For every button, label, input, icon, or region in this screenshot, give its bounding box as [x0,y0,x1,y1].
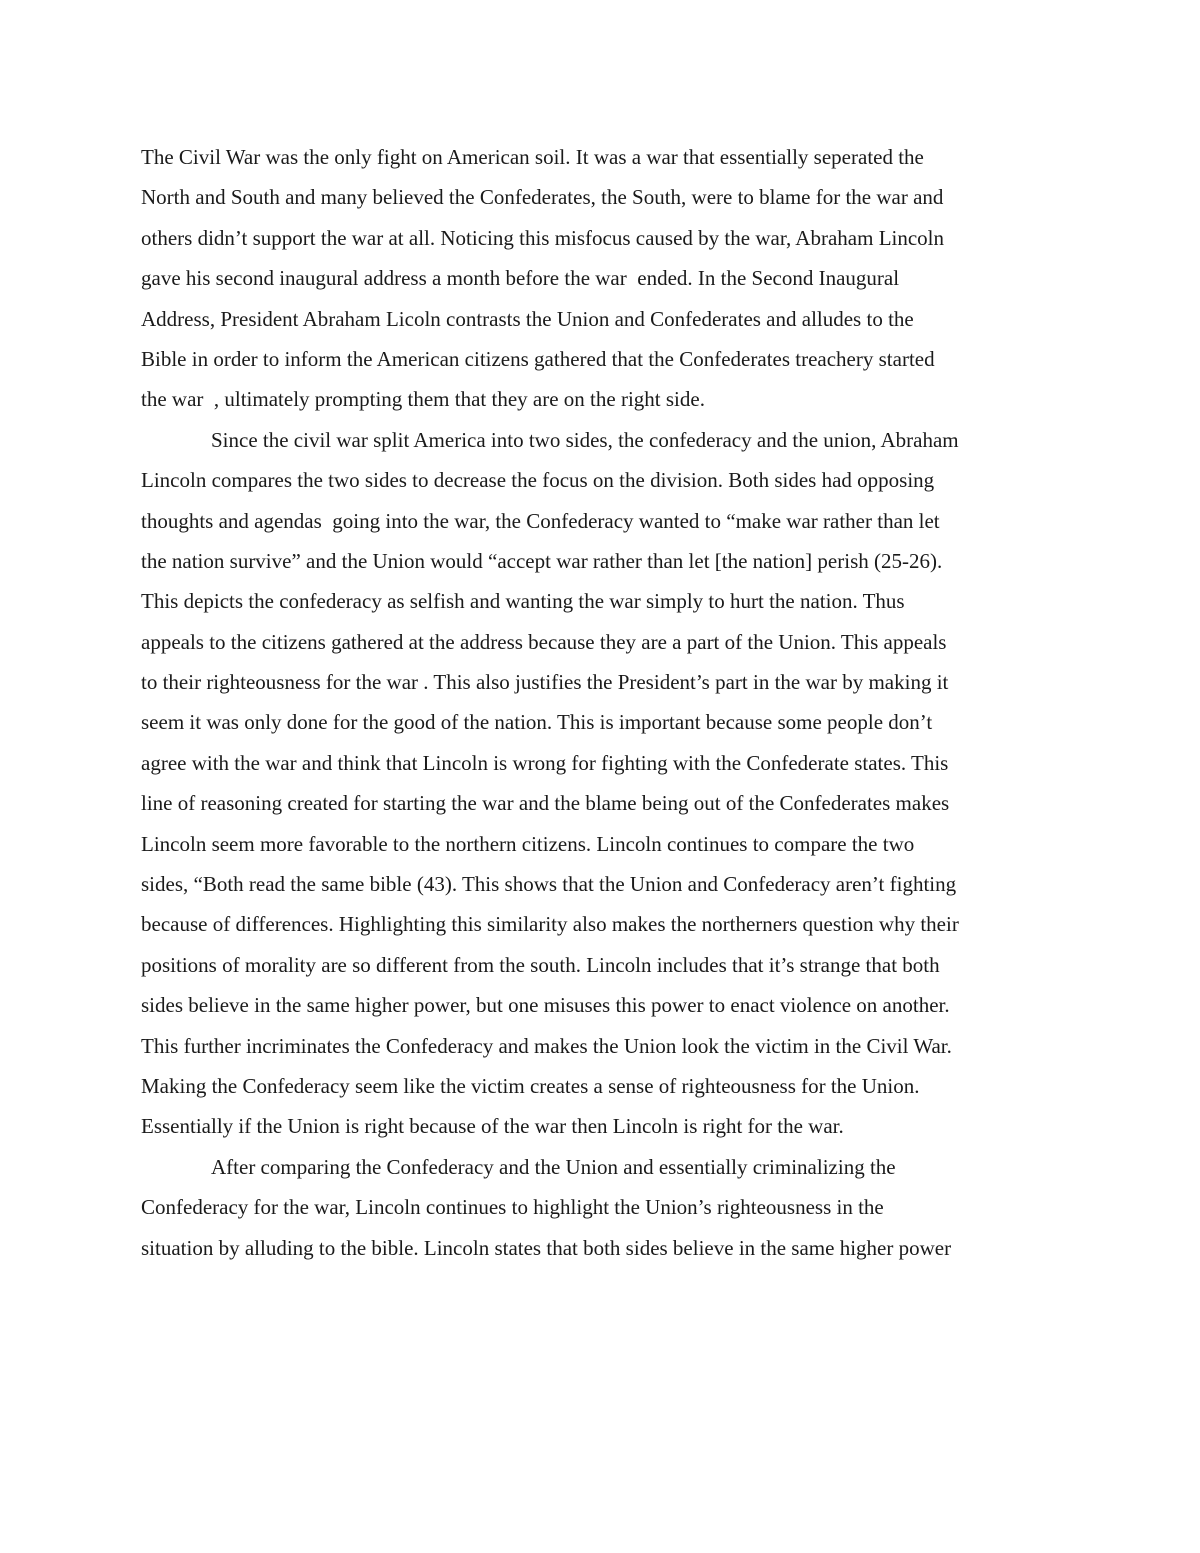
text-line: Essentially if the Union is right because of the war then Lincoln is right for the war. [141,1114,844,1139]
text-line: Making the Confederacy seem like the victim creates a sense of righteousness for the Union. [141,1073,920,1098]
text-line: sides, “Both read the same bible (43). This shows that the Union and Confederacy aren’t fighting [141,872,957,897]
text-line: North and South and many believed the Confederates, the South, were to blame for the war and [141,185,944,210]
text-line: thoughts and agendas going into the war, the Confederacy wanted to “make war rather than let [141,508,940,533]
text-line: others didn’t support the war at all. Noticing this misfocus caused by the war, Abraham Lincoln [141,225,945,250]
text-line: Confederacy for the war, Lincoln continues to highlight the Union’s righteousness in the [141,1195,884,1220]
text-line: line of reasoning created for starting the war and the blame being out of the Confederates makes [141,791,950,816]
text-line: Lincoln seem more favorable to the northern citizens. Lincoln continues to compare the two [141,831,915,856]
text-line: because of differences. Highlighting this similarity also makes the northerners question why their [141,912,959,937]
text-line: gave his second inaugural address a month before the war ended. In the Second Inaugural [141,266,900,291]
text-line: the war , ultimately prompting them that they are on the right side. [141,387,705,412]
text-line: Lincoln compares the two sides to decrease the focus on the division. Both sides had opposing [141,468,935,493]
text-line: Bible in order to inform the American citizens gathered that the Confederates treachery started [141,346,935,371]
paragraph-first-line: Since the civil war split America into two sides, the confederacy and the union, Abraham [211,427,959,452]
paragraph-first-line: After comparing the Confederacy and the Union and essentially criminalizing the [211,1154,896,1179]
text-line: This depicts the confederacy as selfish and wanting the war simply to hurt the nation. Thus [141,589,905,614]
text-line: appeals to the citizens gathered at the address because they are a part of the Union. This appeals [141,629,947,654]
text-line: sides believe in the same higher power, but one misuses this power to enact violence on another. [141,993,950,1018]
text-line: the nation survive” and the Union would “accept war rather than let [the nation] perish (25-26). [141,548,943,573]
text-line: The Civil War was the only fight on American soil. It was a war that essentially seperated the [141,145,924,169]
essay-body [141,137,1061,1268]
text-line: seem it was only done for the good of the nation. This is important because some people don’t [141,710,933,735]
text-line: situation by alluding to the bible. Lincoln states that both sides believe in the same higher power [141,1235,952,1260]
text-line: agree with the war and think that Lincoln is wrong for fighting with the Confederate states. This [141,750,949,775]
text-line: positions of morality are so different from the south. Lincoln includes that it’s strange that both [141,952,940,977]
text-line: This further incriminates the Confederacy and makes the Union look the victim in the Civil War. [141,1033,952,1058]
text-line: Address, President Abraham Licoln contrasts the Union and Confederates and alludes to the [141,306,914,331]
text-line: to their righteousness for the war . This also justifies the President’s part in the war by making it [141,670,949,695]
